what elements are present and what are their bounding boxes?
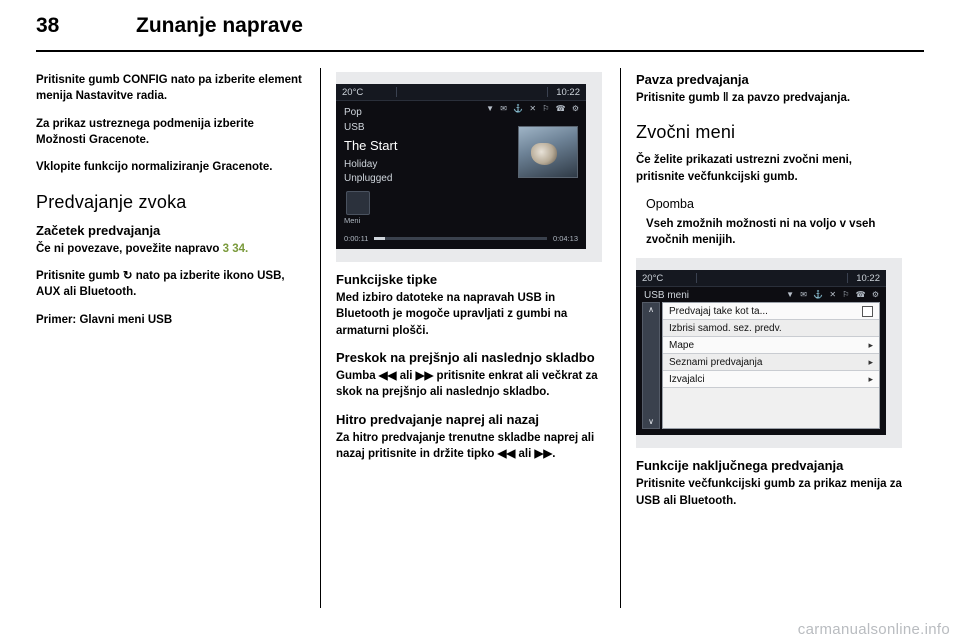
- status-divider: [396, 87, 397, 97]
- paragraph-connect-device: [36, 241, 302, 257]
- heading-fast-forward: Hitro predvajanje naprej ali nazaj: [336, 411, 540, 427]
- list-item: USB: [344, 121, 365, 133]
- menu-item[interactable]: [663, 320, 879, 337]
- note-text: Vseh zmožnih možnosti ni na voljo v vseh zvočnih menijih.: [646, 217, 876, 247]
- progress-bar[interactable]: [374, 237, 547, 240]
- menu-icon-label: Meni: [344, 216, 361, 225]
- figure-usb-main-menu: [336, 72, 602, 262]
- chevron-down-icon[interactable]: ∨: [648, 417, 654, 427]
- note-block: [646, 196, 902, 248]
- heading-function-keys: Funkcijske tipke: [336, 272, 438, 287]
- heading-pause: Pavza predvajanja: [636, 72, 749, 87]
- heading-audio-playback: Predvajanje zvoka: [36, 191, 187, 212]
- menu-item-label: Seznami predvajanja: [669, 356, 763, 368]
- paragraph-pause: Pritisnite gumb ‖ za pavzo predvajanja.: [636, 92, 851, 104]
- menu-item[interactable]: [663, 354, 879, 371]
- figure-usb-menu: [636, 258, 902, 448]
- menu-item-label: Predvajaj take kot ta...: [669, 305, 768, 317]
- heading-skip-track: Preskok na prejšnjo ali naslednjo skladbo: [336, 349, 595, 365]
- chevron-right-icon[interactable]: ▸: [868, 373, 873, 384]
- page-title: Zunanje naprave: [136, 14, 303, 37]
- paragraph-example-usb: Primer: Glavni meni USB: [36, 313, 173, 326]
- track-info-list: [344, 106, 397, 187]
- status-icons-1: ▼ ✉ ⚓ ✕ ⚐ ☎ ⚙: [486, 104, 581, 113]
- current-track-title: The Start: [344, 138, 398, 153]
- cross-reference: 3 34.: [222, 242, 249, 255]
- album-art: [518, 126, 578, 178]
- menu-item[interactable]: [663, 371, 879, 388]
- status-divider-4: [847, 273, 848, 283]
- list-item: Pop: [344, 107, 362, 118]
- screen-status-bar-1: [336, 84, 586, 101]
- heading-sound-menu: Zvočni meni: [636, 122, 736, 143]
- paragraph-fast-forward: Za hitro predvajanje trenutne skladbe naprej ali nazaj pritisnite in držite tipko ◀◀ ali ▶▶.: [336, 431, 595, 460]
- watermark: carmanualsonline.info: [797, 621, 950, 638]
- total-time: 0:04:13: [552, 234, 578, 243]
- paragraph-function-keys: Med izbiro datoteke na napravah USB in Bluetooth je mogoče upravljati z gumbi na armaturni plošči.: [336, 292, 568, 337]
- menu-icon[interactable]: [346, 191, 370, 215]
- checkbox-icon[interactable]: [862, 306, 873, 317]
- chevron-up-icon[interactable]: ∧: [648, 305, 654, 315]
- menu-item[interactable]: [663, 303, 879, 320]
- status-icons-2: ▼ ✉ ⚓ ✕ ⚐ ☎ ⚙: [786, 290, 881, 300]
- menu-title: USB meni: [644, 290, 690, 302]
- page-header: [36, 14, 924, 52]
- chevron-right-icon[interactable]: ▸: [868, 356, 873, 367]
- scroll-column[interactable]: [642, 302, 660, 429]
- page-number: 38: [36, 14, 60, 37]
- paragraph-skip-track: Gumba ◀◀ ali ▶▶ pritisnite enkrat ali večkrat za skok na prejšnjo ali naslednjo skladbo.: [336, 369, 598, 399]
- menu-item[interactable]: [663, 337, 879, 354]
- status-divider-2: [547, 87, 548, 97]
- list-item: Holiday: [344, 158, 378, 170]
- paragraph-select-source: Pritisnite gumb ↻ nato pa izberite ikono USB, AUX ali Bluetooth.: [36, 269, 285, 299]
- note-title: Opomba: [646, 196, 694, 211]
- status-divider-3: [696, 273, 697, 283]
- screen-status-bar-2: [636, 270, 886, 287]
- infotainment-screen-2: [636, 270, 886, 435]
- usb-menu-list[interactable]: [662, 302, 880, 429]
- progress-fill: [374, 237, 384, 240]
- paragraph-shuffle: Pritisnite večfunkcijski gumb za prikaz menija za USB ali Bluetooth.: [636, 478, 902, 507]
- menu-item-label: Izbrisi samod. sez. predv.: [669, 322, 782, 334]
- playback-progress[interactable]: [344, 234, 578, 243]
- heading-start-playback: Začetek predvajanja: [36, 222, 161, 238]
- infotainment-screen-1: [336, 84, 586, 249]
- column-1: [36, 72, 302, 339]
- outside-temperature: 20°C: [342, 86, 364, 98]
- paragraph-gracenote-options: Za prikaz ustreznega podmenija izberite Možnosti Gracenote.: [36, 117, 254, 146]
- outside-temperature-2: 20°C: [642, 272, 664, 284]
- column-divider-1: [320, 68, 321, 608]
- clock: 10:22: [556, 86, 580, 98]
- list-item: Unplugged: [344, 173, 393, 185]
- column-3: [636, 72, 902, 520]
- chevron-right-icon[interactable]: ▸: [868, 339, 873, 350]
- paragraph-gracenote-normalize: Vklopite funkcijo normaliziranje Gracenote.: [36, 161, 273, 174]
- menu-item-label: Mape: [669, 339, 695, 351]
- heading-shuffle: Funkcije naključnega predvajanja: [636, 458, 844, 474]
- elapsed-time: 0:00:11: [344, 234, 369, 243]
- paragraph-connect-device-text: Če ni povezave, povežite napravo: [36, 242, 220, 255]
- paragraph-config: Pritisnite gumb CONFIG nato pa izberite element menija Nastavitve radia.: [36, 74, 302, 103]
- column-divider-2: [620, 68, 621, 608]
- column-2: [336, 72, 602, 473]
- paragraph-sound-menu: Če želite prikazati ustrezni zvočni meni, pritisnite večfunkcijski gumb.: [636, 154, 853, 183]
- menu-item-label: Izvajalci: [669, 373, 705, 385]
- clock-2: 10:22: [856, 272, 880, 284]
